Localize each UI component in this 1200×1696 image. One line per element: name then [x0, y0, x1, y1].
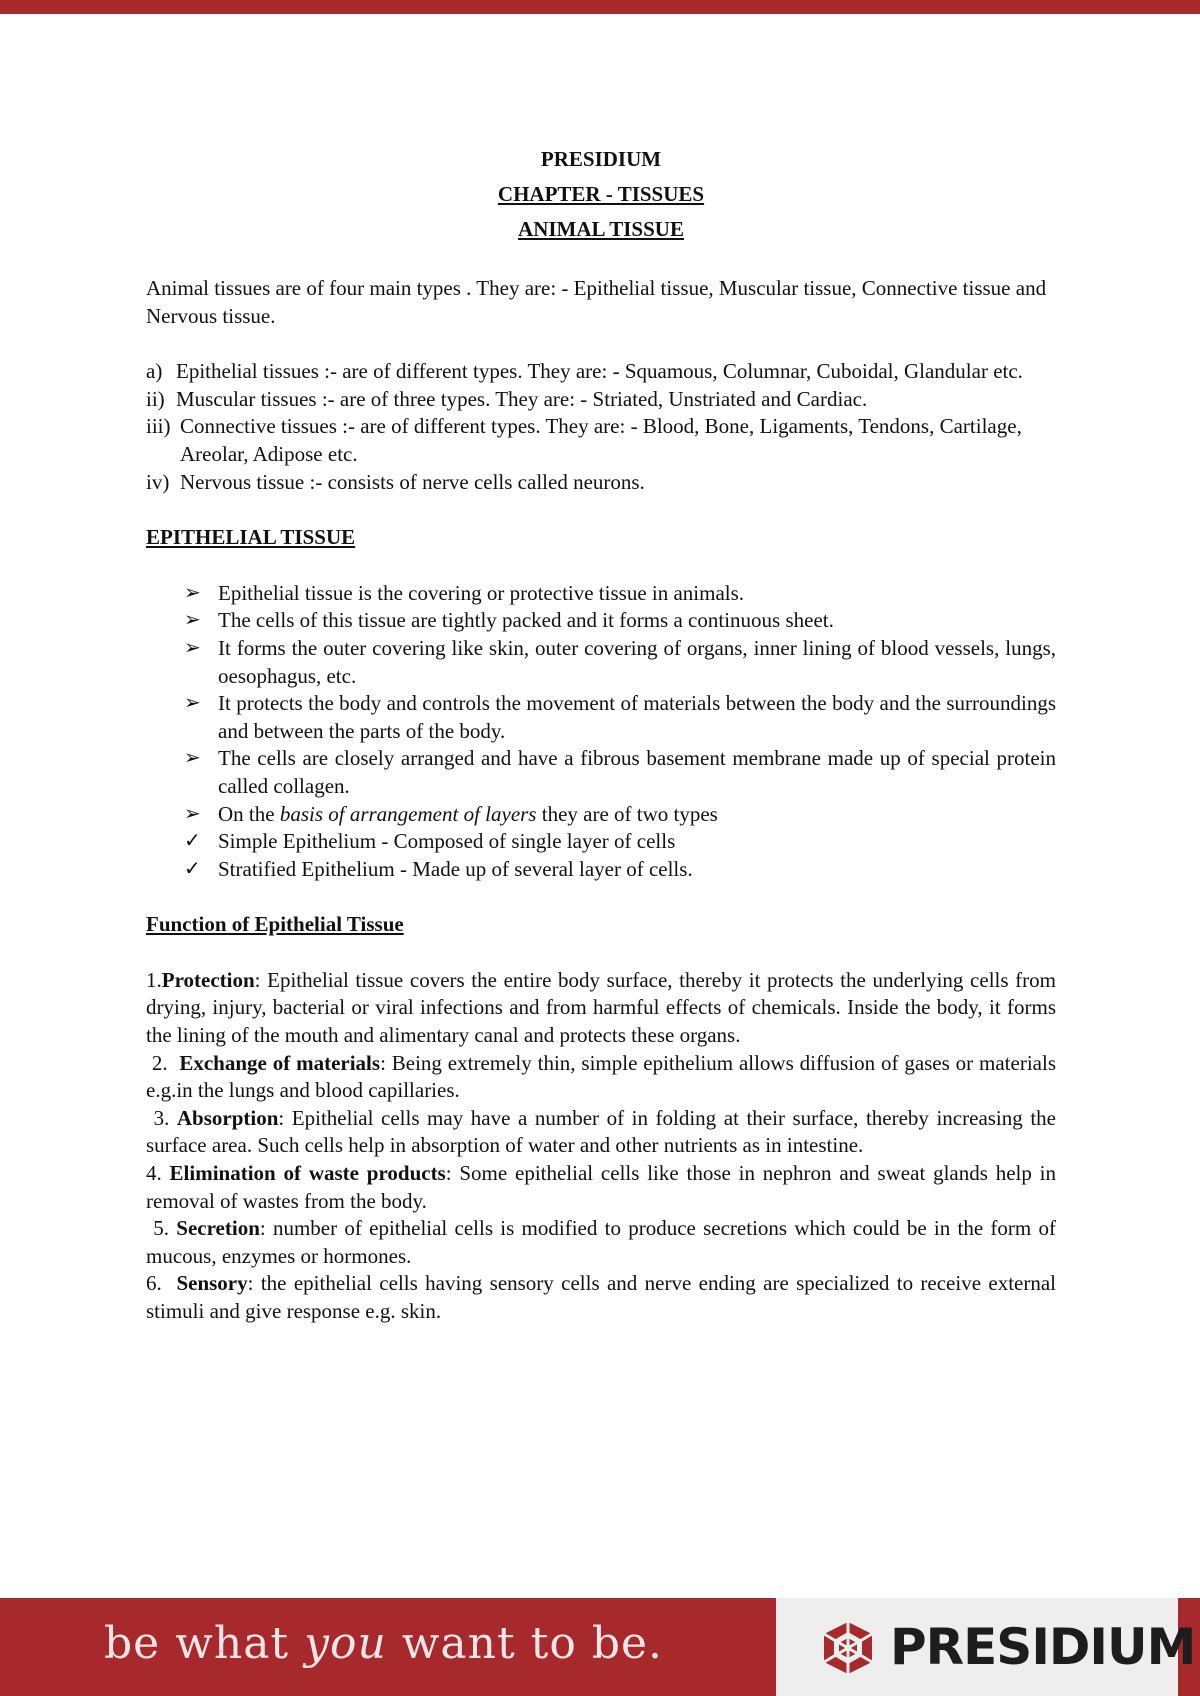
function-term: Secretion: [176, 1216, 260, 1241]
list-item-text: Epithelial tissue is the covering or protective tissue in animals.: [218, 580, 745, 605]
function-item: 3. Absorption: Epithelial cells may have a number of in folding at their surface, thereby increasing the surface area. Such cells help in absorption of water and other nutrients as in intestine.: [146, 1105, 1056, 1158]
footer-tagline: be what you want to be.: [104, 1618, 664, 1669]
arrow-bullet-icon: ➢: [184, 692, 201, 715]
list-item-text: Muscular tissues :- are of three types. They are: - Striated, Unstriated and Cardiac.: [176, 386, 868, 411]
list-item: [146, 856, 1056, 884]
functions-section-title: Function of Epithelial Tissue: [146, 912, 404, 937]
list-item: [146, 635, 1056, 690]
list-item: [146, 469, 1056, 497]
function-item: 2. Exchange of materials: Being extremely thin, simple epithelium allows diffusion of gases or materials e.g.in the lungs and blood capillaries.: [146, 1050, 1056, 1103]
epithelial-bullet-list: [146, 580, 1056, 884]
list-item: [146, 413, 1056, 468]
function-item: 5. Secretion: number of epithelial cells is modified to produce secretions which could be in the form of mucous, enzymes or hormones.: [146, 1216, 1056, 1268]
footer-logo: [776, 1598, 1196, 1696]
list-marker: iii): [146, 414, 171, 439]
intro-paragraph: Animal tissues are of four main types . They are: - Epithelial tissue, Muscular tissue, Connective tissue and Nervous tissue.: [146, 276, 1047, 328]
list-item: [146, 358, 1056, 386]
function-term: Exchange of materials: [179, 1050, 381, 1075]
tissue-types-list: [146, 358, 1056, 496]
footer-banner: [0, 1598, 1200, 1696]
arrow-bullet-icon: ➢: [184, 747, 201, 770]
list-item: [146, 828, 1056, 856]
arrow-bullet-icon: ➢: [184, 609, 201, 632]
list-item-text: It forms the outer covering like skin, outer covering of organs, inner lining of blood vessels, lungs, oesophagus, etc.: [218, 635, 1056, 688]
check-bullet-icon: ✓: [184, 830, 201, 853]
function-item: 1.Protection: Epithelial tissue covers the entire body surface, thereby it protects the underlying cells from drying, injury, bacterial or viral infections and from harmful effects of chemicals. Inside the body, it forms the lining of the mouth and alimentary canal and protects these organs.: [146, 967, 1056, 1048]
function-term: Sensory: [176, 1271, 248, 1296]
arrangement-text: On the basis of arrangement of layers they are of two types: [218, 801, 718, 826]
list-item: [146, 801, 1056, 829]
list-marker: ii): [146, 386, 165, 411]
arrow-bullet-icon: ➢: [184, 636, 201, 659]
function-term: Protection: [161, 967, 255, 992]
list-item: [146, 386, 1056, 414]
list-item: [146, 607, 1056, 635]
list-item-text: The cells of this tissue are tightly packed and it forms a continuous sheet.: [218, 608, 834, 633]
list-item: [146, 690, 1056, 745]
list-item: [146, 745, 1056, 800]
functions-list: [146, 967, 1056, 1326]
check-bullet-icon: ✓: [184, 857, 201, 880]
function-item: 6. Sensory: the epithelial cells having sensory cells and nerve ending are specialized to receive external stimuli and give response e.g. skin.: [146, 1271, 1057, 1323]
list-item-text: Epithelial tissues :- are of different types. They are: - Squamous, Columnar, Cuboidal, Glandular etc.: [176, 359, 1023, 384]
footer-brand-name: PRESIDIUM: [890, 1618, 1196, 1676]
list-marker: a): [146, 359, 163, 384]
list-item-text: Connective tissues :- are of different types. They are: - Blood, Bone, Ligaments, Tendons, Cartilage, Areolar, Adipose etc.: [180, 414, 1022, 466]
arrangement-emphasis: basis of arrangement of layers: [279, 801, 537, 826]
presidium-logo-icon: [818, 1620, 878, 1676]
arrow-bullet-icon: ➢: [184, 581, 201, 604]
list-marker: iv): [146, 469, 170, 494]
function-term: Absorption: [176, 1105, 279, 1130]
list-item: [146, 580, 1056, 608]
document-body: [146, 142, 1056, 1326]
arrow-bullet-icon: ➢: [184, 802, 201, 825]
school-heading: PRESIDIUM: [540, 147, 662, 171]
list-item-text: Simple Epithelium - Composed of single layer of cells: [218, 829, 676, 854]
list-item-text: Nervous tissue :- consists of nerve cells called neurons.: [180, 469, 645, 494]
function-item: 4. Elimination of waste products: Some epithelial cells like those in nephron and sweat glands help in removal of wastes from the body.: [146, 1161, 1056, 1213]
function-term: Elimination of waste products: [169, 1161, 446, 1186]
chapter-heading: CHAPTER - TISSUES: [497, 182, 705, 206]
list-item-text: The cells are closely arranged and have a fibrous basement membrane made up of special protein called collagen.: [218, 746, 1056, 798]
topic-heading: ANIMAL TISSUE: [518, 217, 684, 241]
top-accent-bar: [0, 0, 1200, 14]
list-item-text: Stratified Epithelium - Made up of several layer of cells.: [218, 856, 693, 881]
list-item-text: It protects the body and controls the movement of materials between the body and the surroundings and between the parts of the body.: [218, 691, 1056, 743]
epithelial-section-title: EPITHELIAL TISSUE: [146, 525, 356, 550]
